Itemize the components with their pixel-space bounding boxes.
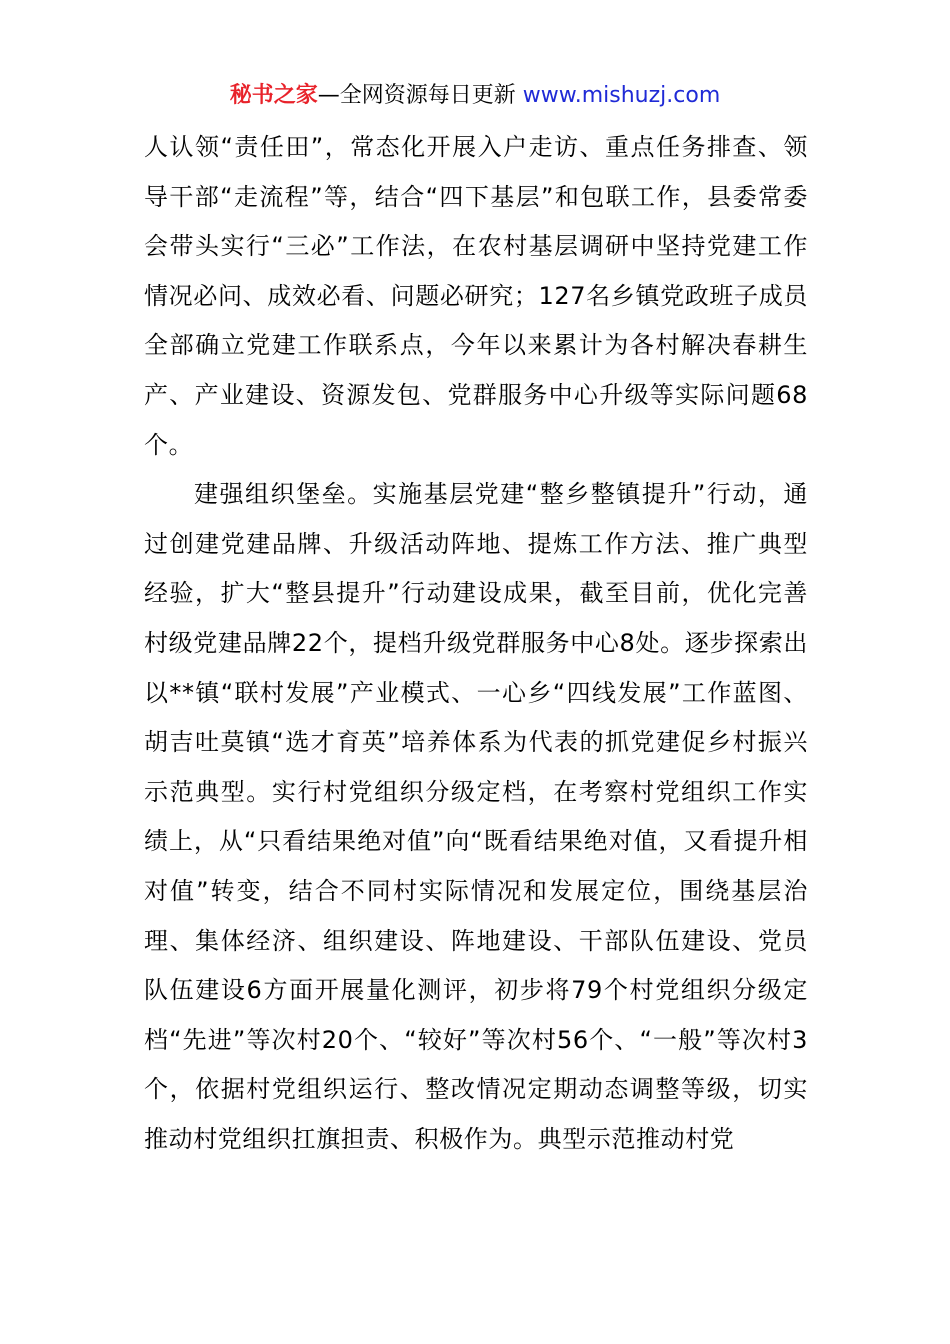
page-header: [0, 80, 950, 112]
brand-name: 秘书之家: [229, 83, 318, 108]
site-url-link[interactable]: www.mishuzj.com: [522, 83, 721, 108]
header-tagline: —全网资源每日更新: [317, 83, 516, 108]
body-paragraph: 建强组织堡垒。实施基层党建“整乡整镇提升”行动，通过创建党建品牌、升级活动阵地、提炼工作方法、推广典型经验，扩大“整县提升”行动建设成果，截至目前，优化完善村级党建品牌22个，提档升级党群服务中心8处。逐步探索出以**镇“联村发展”产业模式、一心乡“四线发展”工作蓝图、胡吉吐莫镇“选才育英”培养体系为代表的抓党建促乡村振兴示范典型。实行村党组织分级定档，在考察村党组织工作实绩上，从“只看结果绝对值”向“既看结果绝对值，又看提升相对值”转变，结合不同村实际情况和发展定位，围绕基层治理、集体经济、组织建设、阵地建设、干部队伍建设、党员队伍建设6方面开展量化测评，初步将79个村党组织分级定档“先进”等次村20个、“较好”等次村56个、“一般”等次村3个，依据村党组织运行、整改情况定期动态调整等级，切实推动村党组织扛旗担责、积极作为。典型示范推动村党: [144, 480, 808, 1153]
body-paragraph: 人认领“责任田”，常态化开展入户走访、重点任务排查、领导干部“走流程”等，结合“四下基层”和包联工作，县委常委会带头实行“三必”工作法，在农村基层调研中坚持党建工作情况必问、成效必看、问题必研究；127名乡镇党政班子成员全部确立党建工作联系点，今年以来累计为各村解决春耕生产、产业建设、资源发包、党群服务中心升级等实际问题68个。: [144, 133, 808, 459]
document-body: [144, 123, 808, 1164]
